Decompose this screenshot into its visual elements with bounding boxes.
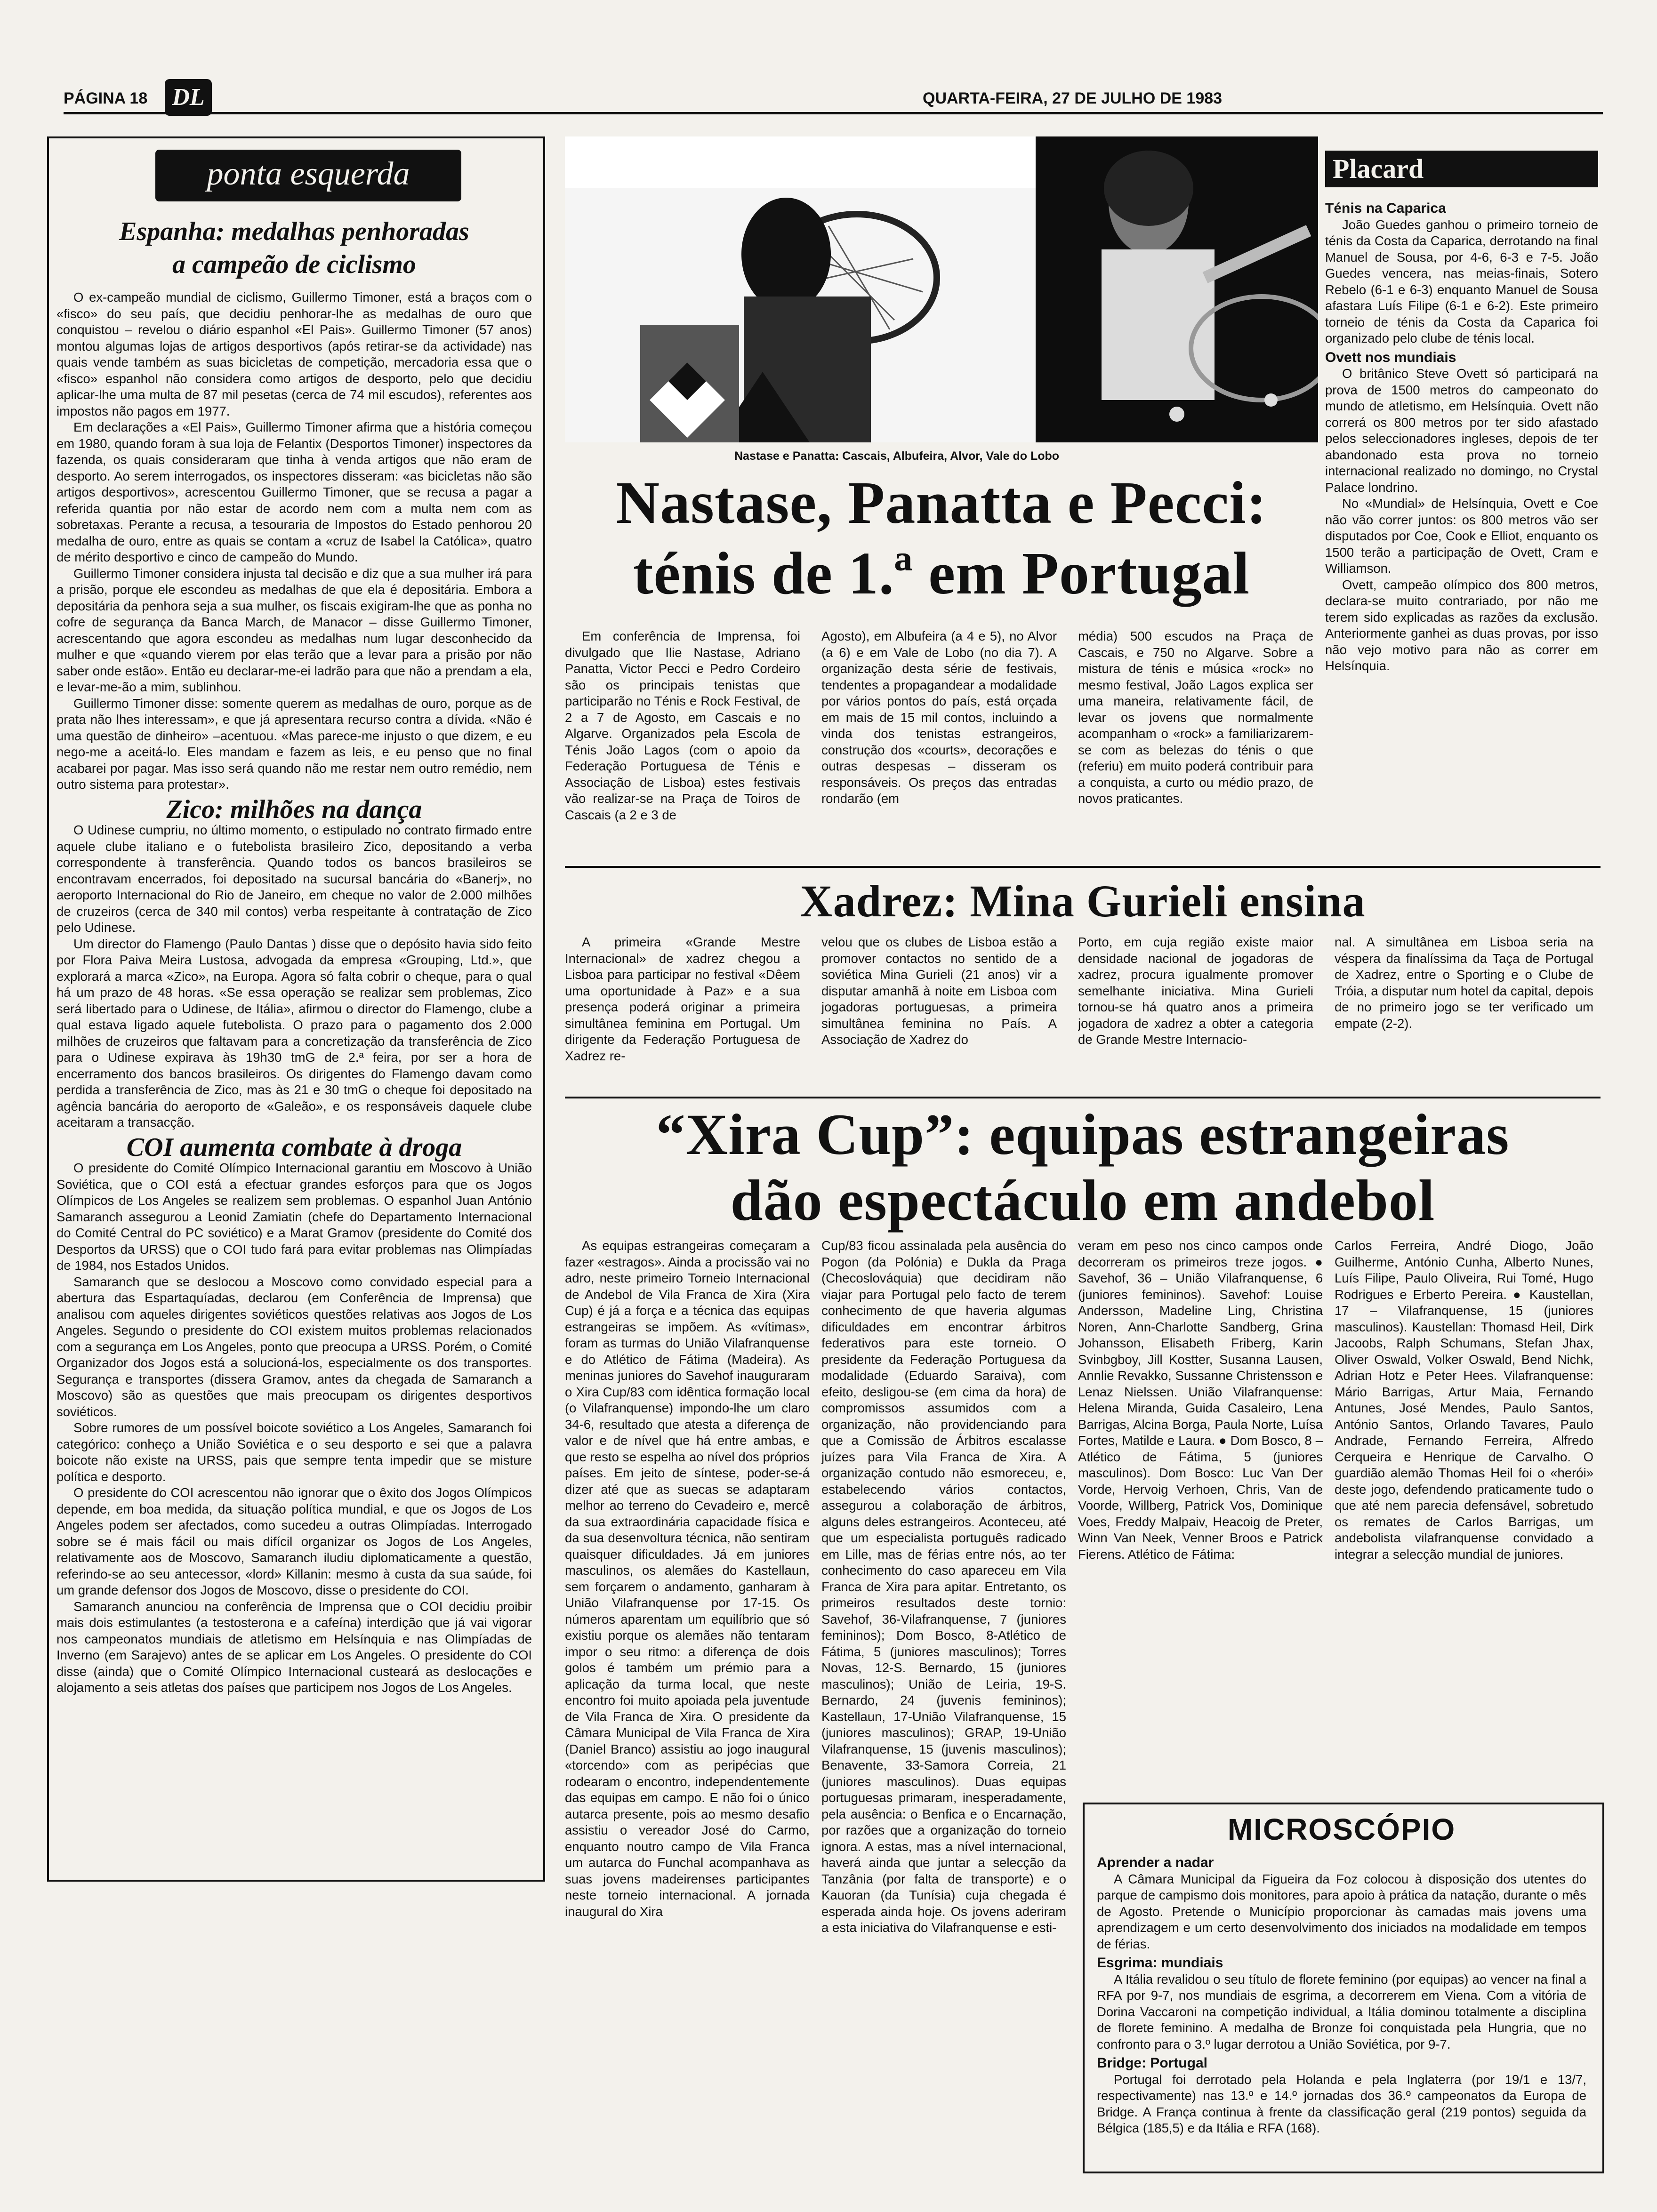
xira-headline-2: dão espectáculo em andebol [730, 1168, 1435, 1233]
micro-subhead: Aprender a nadar [1097, 1855, 1214, 1870]
ponta-body [56, 289, 532, 1871]
tennis-photo-caption: Nastase e Panatta: Cascais, Albufeira, Alvor, Vale do Lobo [734, 449, 1060, 463]
microscopio-logo: MICROSCÓPIO [1227, 1812, 1456, 1846]
xira-text: As equipas estrangeiras começaram a fazer «estragos». Ainda a procissão vai no adro, neste primeiro Torneio Internacional de Andebol de Vila Franca de Xira (Xira Cup) é já a força e a técnica das equipas estrangeiras se impõem. As «vítimas», foram as turmas do União Vilafranquense e do Atlético de Fátima (Madeira). As meninas juniores do Savehof inauguraram o Xira Cup/83 com idêntica formação local (o Vilafranquense) impondo-lhe um claro 34-6, resultado que atesta a diferença de valor e de nível que há entre ambas, e que resto se espelha ao nível dos próprios países. Em jeito de síntese, poder-se-á dizer até que as suecas se adaptaram melhor ao terreno do Cevadeiro e, mercê da sua extraordinária capacidade física e da sua desenvoltura técnica, não sentiram quaisquer dificuldades. Já em juniores masculinos, os alemães do Kastellaun, sem forçarem o andamento, ganharam à União Vilafranquense por 17-15. Os números aparentam um equilíbrio que só existiu porque os alemães não tentaram impor o seu ritmo: a diferença de dois golos é também um prémio para a aplicação da turma local, que neste encontro foi muito apoiada pela juventude de Vila Franca de Xira. O presidente da Câmara Municipal de Vila Franca de Xira (Daniel Branco) assistiu ao jogo inaugural «torcendo» com as peripécias que rodearam o encontro, independentemente das equipas em campo. E não foi o único autarca presente, pois ao mesmo desafio assistiu o vereador José do Carmo, enquanto noutro campo de Vila Franca um autarca do Funchal acompanhava as suas jovens madeirenses participantes neste torneio internacional. A jornada inaugural do Xira [565, 1238, 810, 1919]
tennis-col-2 [821, 628, 1057, 864]
tennis-text: Agosto), em Albufeira (a 4 e 5), no Alvor (a 6) e em Vale de Lobo (no dia 7). A organização desta série de festivais, tendentes a propagandear a modalidade por vários pontos do país, está orçada em mais de 15 mil contos, incluindo a vinda dos tenistas estrangeiros, construção dos «courts», decorações e outras despesas – disseram os responsáveis. Os preços das entradas rondarão (em [821, 629, 1057, 806]
xadrez-top-rule [565, 866, 1601, 868]
tennis-text: média) 500 escudos na Praça de Cascais, e 750 no Algarve. Sobre a mistura de ténis e música «rock» no mesmo festival, João Lagos explica ser uma maneira, relativamente fácil, de levar os jovens que normalmente acompanham o «rock» a familiarizarem-se com as belezas do ténis o que (referiu) em muito poderá contribuir para a conquista, a curto ou médio prazo, de novos praticantes. [1078, 629, 1313, 806]
zico-headline: Zico: milhões na dança [166, 794, 422, 824]
placard-text: O britânico Steve Ovett só participará na prova de 1500 metros do campeonato do mundo de atletismo, em Helsínquia. Ovett não correrá os 800 metros por ter sido afastado pelos seleccionadores ingleses, depois de ter abandonado esta prova no torneio internacional realizado no domingo, no Crystal Palace londrino. [1325, 366, 1598, 495]
ponta-paragraph: Guillermo Timoner disse: somente querem as medalhas de ouro, porque as de prata não lhes interessam», e que já apresentara recurso contra a dívida. «Não é uma questão de dinheiro» –acentuou. «Mas parece-me injusto o que dizem, e eu nego-me a aceitá-lo. Eles mandam e fazem as leis, e eu penso que no final acabarei por pagar. Mas isso será quando não me restar nem outro remédio, nem outro sistema para protestar». [56, 696, 532, 792]
placard-subhead: Ovett nos mundiais [1325, 349, 1456, 365]
placard-text: No «Mundial» de Helsínquia, Ovett e Coe não vão correr juntos: os 800 metros vão ser disputados por Coe, Cook e Elliot, enquanto os 1500 terão a participação de Ovett, Cram e Williamson. [1325, 496, 1598, 576]
micro-text: Portugal foi derrotado pela Holanda e pela Inglaterra (por 19/1 e 13/7, respectivamente) nas 13.º e 14.º jornadas dos 36.º campeonatos da Europa de Bridge. A França continua à frente da classificação geral (219 pontos) seguida da Bélgica (185,5) e da Itália e RFA (168). [1097, 2072, 1586, 2135]
xadrez-text: A primeira «Grande Mestre Internacional» de xadrez chegou a Lisboa para participar no festival «Dêem uma oportunidade à Paz» e a sua presença poderá originar a primeira simultânea feminina em Portugal. Um dirigente da Federação Portuguesa de Xadrez re- [565, 935, 800, 1063]
photo-panatta-graphic [1036, 136, 1318, 442]
ponta-headline-1: Espanha: medalhas penhoradas [119, 217, 469, 246]
xadrez-text: Porto, em cuja região existe maior densidade nacional de jogadoras de xadrez, procura igualmente promover semelhante iniciativa. Mina Gurieli tornou-se há quatro anos a primeira jogadora de xadrez a obter a categoria de Grande Mestre Internacio- [1078, 935, 1313, 1047]
ponta-paragraph: O ex-campeão mundial de ciclismo, Guillermo Timoner, está a braços com o «fisco» do seu país, que decidiu penhorar-lhe as medalhas de ouro que conquistou – revelou o diário espanhol «El Pais». Guillermo Timoner (57 anos) montou algumas lojas de artigos desportivos (após retirar-se da actividade) nas quais vende também as suas bicicletas de competição, mercadoria essa que o «fisco» espanhol não considera como artigos de desporto, pelo que decidiu aplicar-lhe uma multa de 87 mil pesetas (cerca de 74 mil escudos), referentes aos impostos não pagos em 1977. [56, 290, 532, 418]
xira-col-3 [1078, 1238, 1323, 1793]
header-rule [64, 112, 1603, 114]
coi-paragraph: O presidente do Comité Olímpico Internacional garantiu em Moscovo à União Soviética, que o COI está a efectuar grandes esforços para que os Jogos Olímpicos de Los Angeles se realizem sem problemas. O espanhol Juan António Samaranch assegurou a Leonid Zamiatin (chefe do Departamento Internacional do Comité Central do PC soviético) e a Marat Gramov (presidente do Comité dos Desportos da URSS) que o COI tudo fará para evitar problemas nas Olimpíadas de 1984, nos Estados Unidos. [56, 1161, 532, 1273]
ponta-headline-2: a campeão de ciclismo [172, 250, 416, 279]
xadrez-col-1 [565, 934, 800, 1094]
xadrez-col-2 [821, 934, 1057, 1094]
coi-paragraph: Samaranch anunciou na conferência de Imprensa que o COI decidiu proibir mais dois estimulantes (a testosterona e a cafeína) interdição que já vai vigorar nos campeonatos mundiais de atletismo em Helsínquia e nas Olimpíadas de Inverno (em Sarajevo) antes de se aplicar em Los Angeles. O presidente do COI disse (ainda) que o Comité Olímpico Internacional custeará as deslocações e alojamento a seis atletas dos países que participem nos Jogos de Los Angeles. [56, 1599, 532, 1695]
tennis-headline-2: ténis de 1.ª em Portugal [633, 540, 1250, 607]
placard-text: Ovett, campeão olímpico dos 800 metros, declara-se muito contrariado, por não me terem sido explicadas as razões da exclusão. Anteriormente ganhei as duas provas, por isso não vejo motivo para não as correr em Helsínquia. [1325, 577, 1598, 673]
page-number: PÁGINA 18 [64, 89, 148, 107]
xira-headline-1: “Xira Cup”: equipas estrangeiras [656, 1102, 1510, 1167]
xadrez-col-4 [1335, 934, 1593, 1094]
xadrez-headline: Xadrez: Mina Gurieli ensina [800, 876, 1366, 926]
photo-panatta [1036, 136, 1318, 442]
xira-col-2 [821, 1238, 1066, 2170]
micro-text: A Câmara Municipal da Figueira da Foz colocou à disposição dos utentes do parque de campismo dois monitores, para apoio à prática da natação, durante o mês de Agosto. Pretende o Município proporcionar às camadas mais jovens uma aprendizagem e um certo desenvolvimento dos iniciados na modalidade em tempos de férias. [1097, 1871, 1586, 1951]
zico-paragraph: O Udinese cumpriu, no último momento, o estipulado no contrato firmado entre aquele clube italiano e o futebolista brasileiro Zico, depositando a verba correspondente à transferência. Quando todos os bancos brasileiros se encontravam encerrados, foi depositado na sucursal bancária do «Banerj», no aeroporto Internacional do Rio de Janeiro, em cheque no valor de 2.000 milhões de cruzeiros (cerca de 340 mil contos) verba respeitante à contratação de Zico pelo Udinese. [56, 823, 532, 935]
xadrez-text: velou que os clubes de Lisboa estão a promover contactos no sentido de a soviética Mina Gurieli (21 anos) vir a disputar amanhã à noite em Lisboa com jogadoras portuguesas, a primeira simultânea feminina no País. A Associação de Xadrez do [821, 935, 1057, 1047]
placard-subhead: Ténis na Caparica [1325, 200, 1446, 216]
xira-top-rule [565, 1097, 1601, 1098]
coi-paragraph: O presidente do COI acrescentou não ignorar que o êxito dos Jogos Olímpicos depende, em boa medida, da situação política mundial, e que os Jogos de Los Angeles podem ser afectados, como sucedeu a outras Olimpíadas. Interrogado sobre se é mais fácil ou mais difícil organizar os Jogos de Los Angeles, relativamente aos de Moscovo, Samaranch iludiu diplomaticamente a questão, referindo-se ao seu antecessor, «lord» Killanin: mesmo à custa da sua saúde, foi um grande defensor dos Jogos de Moscovo, disse o presidente do COI. [56, 1485, 532, 1597]
placard-text: João Guedes ganhou o primeiro torneio de ténis da Costa da Caparica, derrotando na final Manuel de Sousa, por 4-6, 6-3 e 7-5. João Guedes vencera, nas meias-finais, Sotero Rebelo (6-1 e 6-3) enquanto Manuel de Sousa afastara Luís Filipe (6-1 e 6-2). Este primeiro torneio de ténis da Costa da Caparica foi organizado pelo clube de ténis local. [1325, 217, 1598, 345]
microscopio-body [1097, 1852, 1586, 2163]
micro-text: A Itália revalidou o seu título de florete feminino (por equipas) ao vencer na final a RFA por 9-7, nos mundiais de esgrima, a decorrerem em Viena. Com a vitória de Dorina Vaccaroni na competição individual, a Itália dominou totalmente a disciplina de florete feminino. A medalha de Bronze foi conquistada pela Hungria, que no confronto para o 3.º lugar derrotou a União Soviética, por 9-7. [1097, 1972, 1586, 2052]
xira-col-4 [1335, 1238, 1593, 1793]
coi-paragraph: Samaranch que se deslocou a Moscovo como convidado especial para a abertura das Espartaquíadas, declarou (em Conferência de Imprensa) que analisou com aqueles dirigentes soviéticos questões relativas aos Jogos de Los Angeles. Segundo o presidente do COI existem muitos problemas relacionados com a segurança em Los Angeles, ponto que preocupa a URSS. Porém, o Comité Organizador dos Jogos está a solucioná-los, especialmente os dos transportes. Segurança e transportes (dissera Gramov, antes da chegada de Samaranch a Moscovo) são as questões que mais preocupam os dirigentes desportivos soviéticos. [56, 1274, 532, 1419]
photo-nastase [565, 136, 1036, 442]
micro-subhead: Bridge: Portugal [1097, 2055, 1208, 2071]
photo-nastase-graphic [565, 136, 1036, 442]
coi-paragraph: Sobre rumores de um possível boicote soviético a Los Angeles, Samaranch foi categórico: conheço a União Soviética e o seu desporto e sei que a palavra boicote não existe na URSS, pais que sempre tenta impedir que se misture política e desporto. [56, 1420, 532, 1484]
coi-headline: COI aumenta combate à droga [126, 1132, 462, 1162]
ponta-paragraph: Guillermo Timoner considera injusta tal decisão e diz que a sua mulher irá para a prisão, porque ele escondeu as medalhas de que ela é depositária. Embora a depositária da penhora seja a sua mulher, os fiscais exigiram-lhe que as ponha no cofre de segurança da Banca March, de Manacor – disse Guillermo Timoner, acrescentando que agora escondeu as medalhas num lugar desconhecido da mulher e que «quando vierem por elas terão que a levar para a prisão por não saber onde estão». Então eu declarar-me-ei ladrão para que não a prendam a ela, e levar-me-ão a mim, sublinhou. [56, 566, 532, 694]
ponta-paragraph: Em declarações a «El Pais», Guillermo Timoner afirma que a história começou em 1980, quando foram à sua loja de Felantix (Desportos Timoner) inspectores da fazenda, os quais consideraram que tinha à venda artigos que não eram de desporto. Ao serem interrogados, os inspectores disseram: «as bicicletas não são artigos desportivos», acrescentou Guillermo Timoner, que se recusa a pagar a referida quantia por não estar de acordo nem com a multa nem com as sobretaxas. Perante a recusa, a tesouraria de Impostos do Estado penhorou 20 medalha de ouro, entre as quais se contam a «cruz de Isabel la Católica», quatro de mérito desportivo e cinco de campeão do Mundo. [56, 420, 532, 564]
zico-paragraph: Um director do Flamengo (Paulo Dantas ) disse que o depósito havia sido feito por Flora Paiva Meira Lustosa, advogada da empresa «Grouping, Ltd.», que explorará a marca «Zico», na Europa. Agora só falta cobrir o cheque, para o qual há um prazo de 48 horas. «Se essa operação se realizar sem problemas, Zico será libertado para o Udinese, de Itália», afirmou o director do Flamengo, clube a qual estava ligado aquele futebolista. O prazo para o pagamento dos 2.000 milhões de cruzeiros que faltavam para a concretização da transferência de Zico para o Udinese expirava às 19h30 tmG de 2.ª feira, por ser a hora de encerramento dos bancos brasileiros. Os dirigentes do Flamengo davam como perdida a transferência de Zico, mas às 21 e 30 tmG o cheque foi depositado na agência bancária do aeroporto de «Galeão», e os responsáveis daquele clube aceitaram a transacção. [56, 936, 532, 1130]
xadrez-text: nal. A simultânea em Lisboa seria na véspera da finalíssima da Taça de Portugal de Xadrez, entre o Sporting e o Clube de Tróia, a disputar num hotel da capital, depois de no primeiro jogo se ter verificado um empate (2-2). [1335, 935, 1593, 1031]
page-date: QUARTA-FEIRA, 27 DE JULHO DE 1983 [923, 89, 1223, 107]
placard-logo: Placard [1325, 151, 1598, 187]
xira-col-1 [565, 1238, 810, 2170]
tennis-col-3 [1078, 628, 1313, 864]
newspaper-logo: DL [165, 79, 212, 116]
tennis-headline-1: Nastase, Panatta e Pecci: [616, 469, 1267, 536]
xira-text: Carlos Ferreira, André Diogo, João Guilherme, António Cunha, Alberto Nunes, Luís Filipe, Paulo Oliveira, Rui Tomé, Hugo Rodrigues e Erberto Pereira. ● Kaustellan, 17 – Vilafranquense, 15 (juniores masculinos). Kaustellan: Thomasd Heil, Dirk Jacoobs, Ralph Schumans, Stefan Jhax, Oliver Oswald, Volker Oswald, Bend Nichk, Adrian Hotz e Peter Hees. Vilafranquense: Mário Barrigas, Artur Maia, Fernando Antunes, José Mendes, Paulo Santos, António Santos, Orlando Tavares, Paulo Andrade, Fernando Ferreira, Alfredo Cerqueira e Henrique de Carvalho. O guardião alemão Thomas Heil foi o «herói» deste jogo, defendendo praticamente tudo o que até nem parecia defensável, sobretudo os remates de Carlos Barrigas, um andebolista vilafranquense convidado a integrar a selecção mundial de juniores. [1335, 1238, 1593, 1562]
xira-text: Cup/83 ficou assinalada pela ausência do Pogon (da Polónia) e Dukla da Praga (Checoslováquia) que decidiram não viajar para Portugal pelo facto de terem conhecimento de que haveria algumas dificuldades em encontrar árbitros federativos para este torneio. O presidente da Federação Portuguesa da modalidade (Eduardo Saraiva), com efeito, desligou-se (em cima da hora) de compromissos assumidos com a organização, não providenciando para que a Comissão de Árbitros escalasse juízes para Vila Franca de Xira. A organização contudo não esmoreceu, e, estabelecendo vários contactos, assegurou a colaboração de árbitros, alguns deles estrangeiros. Aconteceu, até que um especialista português radicado em Lille, mas de férias entre nós, ao ter conhecimento do caso apareceu em Vila Franca de Xira para apitar. Entretanto, os primeiros resultados deste tornio: Savehof, 36-Vilafranquense, 7 (juniores femininos); Dom Bosco, 8-Atlético de Fátima, 5 (juniores masculinos); Torres Novas, 12-S. Bernardo, 15 (juniores masculinos); União de Leiria, 19-S. Bernardo, 24 (juvenis femininos); Kastellaun, 17-União Vilafranquense, 15 (juniores masculinos); GRAP, 19-União Vilafranquense, 15 (juvenis masculinos); Benavente, 33-Samora Correia, 21 (juniores masculinos). Duas equipas portuguesas primaram, inesperadamente, pela ausência: o Benfica e o Encarnação, por razões que a organização do torneio ignora. A estas, mas a nível internacional, haverá ainda que juntar a selecção da Tanzânia (por falta de transporte) e o Kauoran (da Tunísia) cuja chegada é esperada ainda hoje. Os jovens aderiram a esta iniciativa do Vilafranquense e esti- [821, 1238, 1066, 1935]
tennis-col-1 [565, 628, 800, 864]
ponta-banner: ponta esquerda [155, 150, 461, 201]
placard-body [1325, 198, 1598, 857]
xadrez-col-3 [1078, 934, 1313, 1094]
micro-subhead: Esgrima: mundiais [1097, 1955, 1223, 1971]
tennis-text: Em conferência de Imprensa, foi divulgado que Ilie Nastase, Adriano Panatta, Victor Pecci e Pedro Cordeiro são os principais tenistas que participarão no Ténis e Rock Festival, de 2 a 7 de Agosto, em Cascais e no Algarve. Organizados pela Escola de Ténis João Lagos (com o apoio da Federação Portuguesa de Ténis e Associação de Lisboa) estes festivais vão realizar-se na Praça de Toiros de Cascais (a 2 e 3 de [565, 629, 800, 822]
xira-text: veram em peso nos cinco campos onde decorreram os primeiros treze jogos. ● Savehof, 36 – União Vilafranquense, 6 (juniores femininos). Savehof: Louise Andersson, Madeline Ling, Christina Noren, Ann-Charlotte Sandberg, Grina Johansson, Elisabeth Friberg, Karin Svinbgboy, Jill Kostter, Susanna Lausen, Annlie Revakko, Sussanne Christensson e Lenaz Nielssen. União Vilafranquense: Helena Miranda, Guida Casaleiro, Lena Barrigas, Alcina Borga, Paula Norte, Luísa Fortes, Matilde e Laura. ● Dom Bosco, 8 – Atlético de Fátima, 5 (juniores masculinos). Dom Bosco: Luc Van Der Vorde, Hervoig Verhoen, Chris, Van de Voorde, Willberg, Patrick Vos, Dominique Voes, Freddy Malpaiv, Heacoig de Preter, Winn Van Neek, Venner Broos e Patrick Fierens. Atlético de Fátima: [1078, 1238, 1323, 1562]
